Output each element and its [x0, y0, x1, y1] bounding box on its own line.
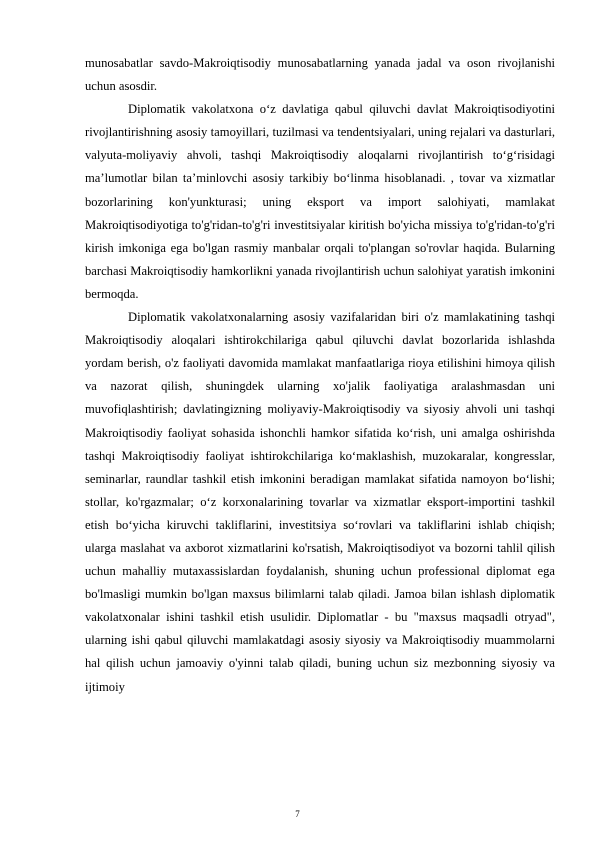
body-text	[85, 52, 555, 699]
page-number: 7	[295, 809, 300, 819]
paragraph-2: Diplomatik vakolatxona o‘z davlatiga qabul qiluvchi davlat Makroiqtisodiyotini rivojlantirishning asosiy tamoyillari, tuzilmasi va tendentsiyalari, uning rejalari va dasturlari, valyuta-moliyaviy ahvoli, tashqi Makroiqtisodiy aloqalarni rivojlantirish to‘g‘risidagi ma’lumotlar bilan ta’minlovchi asosiy tarkibiy bo‘linma hisoblanadi. , tovar va xizmatlar bozorlarining kon'yunkturasi; uning eksport va import salohiyati, mamlakat Makroiqtisodiyotiga to'g'ridan-to'g'ri investitsiyalar kiritish bo'yicha missiya to'g'ridan-to'g'ri kirish imkoniga ega bo'lgan rasmiy manbalar orqali to'plangan so'rovlar haqida. Bularning barchasi Makroiqtisodiy hamkorlikni yanada rivojlantirish uchun salohiyat yaratish imkonini bermoqda.	[85, 102, 555, 301]
paragraph-1: munosabatlar savdo-Makroiqtisodiy munosabatlarning yanada jadal va oson rivojlanishi uchun asosdir.	[85, 56, 555, 94]
paragraph-3: Diplomatik vakolatxonalarning asosiy vazifalaridan biri o'z mamlakatining tashqi Makroiqtisodiy aloqalari ishtirokchilariga qabul qiluvchi davlat bozorlarida ishlashda yordam berish, o'z faoliyati davomida mamlakat manfaatlariga rioya etilishini himoya qilish va nazorat qilish, shuningdek ularning xo'jalik faoliyatiga aralashmasdan uni muvofiqlashtirish; davlatingizning moliyaviy-Makroiqtisodiy va siyosiy ahvoli uni tashqi Makroiqtisodiy faoliyat sohasida ishonchli hamkor sifatida ko‘rish, uni amalga oshirishda tashqi Makroiqtisodiy faoliyat ishtirokchilariga ko‘maklashish, muzokaralar, kongresslar, seminarlar, raundlar tashkil etish imkonini beradigan mamlakat sifatida namoyon bo‘lishi; stollar, ko'rgazmalar; o‘z korxonalarining tovarlar va xizmatlar eksport-importini tashkil etish bo‘yicha kiruvchi takliflarini, investitsiya so‘rovlari va takliflarini ishlab chiqish; ularga maslahat va axborot xizmatlarini ko'rsatish, Makroiqtisodiyot va bozorni tahlil qilish uchun mahalliy mutaxassislardan foydalanish, shuning uchun professional diplomat ega bo'lmasligi mumkin bo'lgan maxsus bilimlarni talab qiladi. Jamoa bilan ishlash diplomatik vakolatxonalar ishini tashkil etish usulidir. Diplomatlar - bu "maxsus maqsadli otryad", ularning ishi qabul qiluvchi mamlakatdagi asosiy siyosiy va Makroiqtisodiy muammolarni hal qilish uchun jamoaviy o'yinni talab qiladi, buning uchun siz mezbonning siyosiy va ijtimoiy	[85, 310, 555, 694]
